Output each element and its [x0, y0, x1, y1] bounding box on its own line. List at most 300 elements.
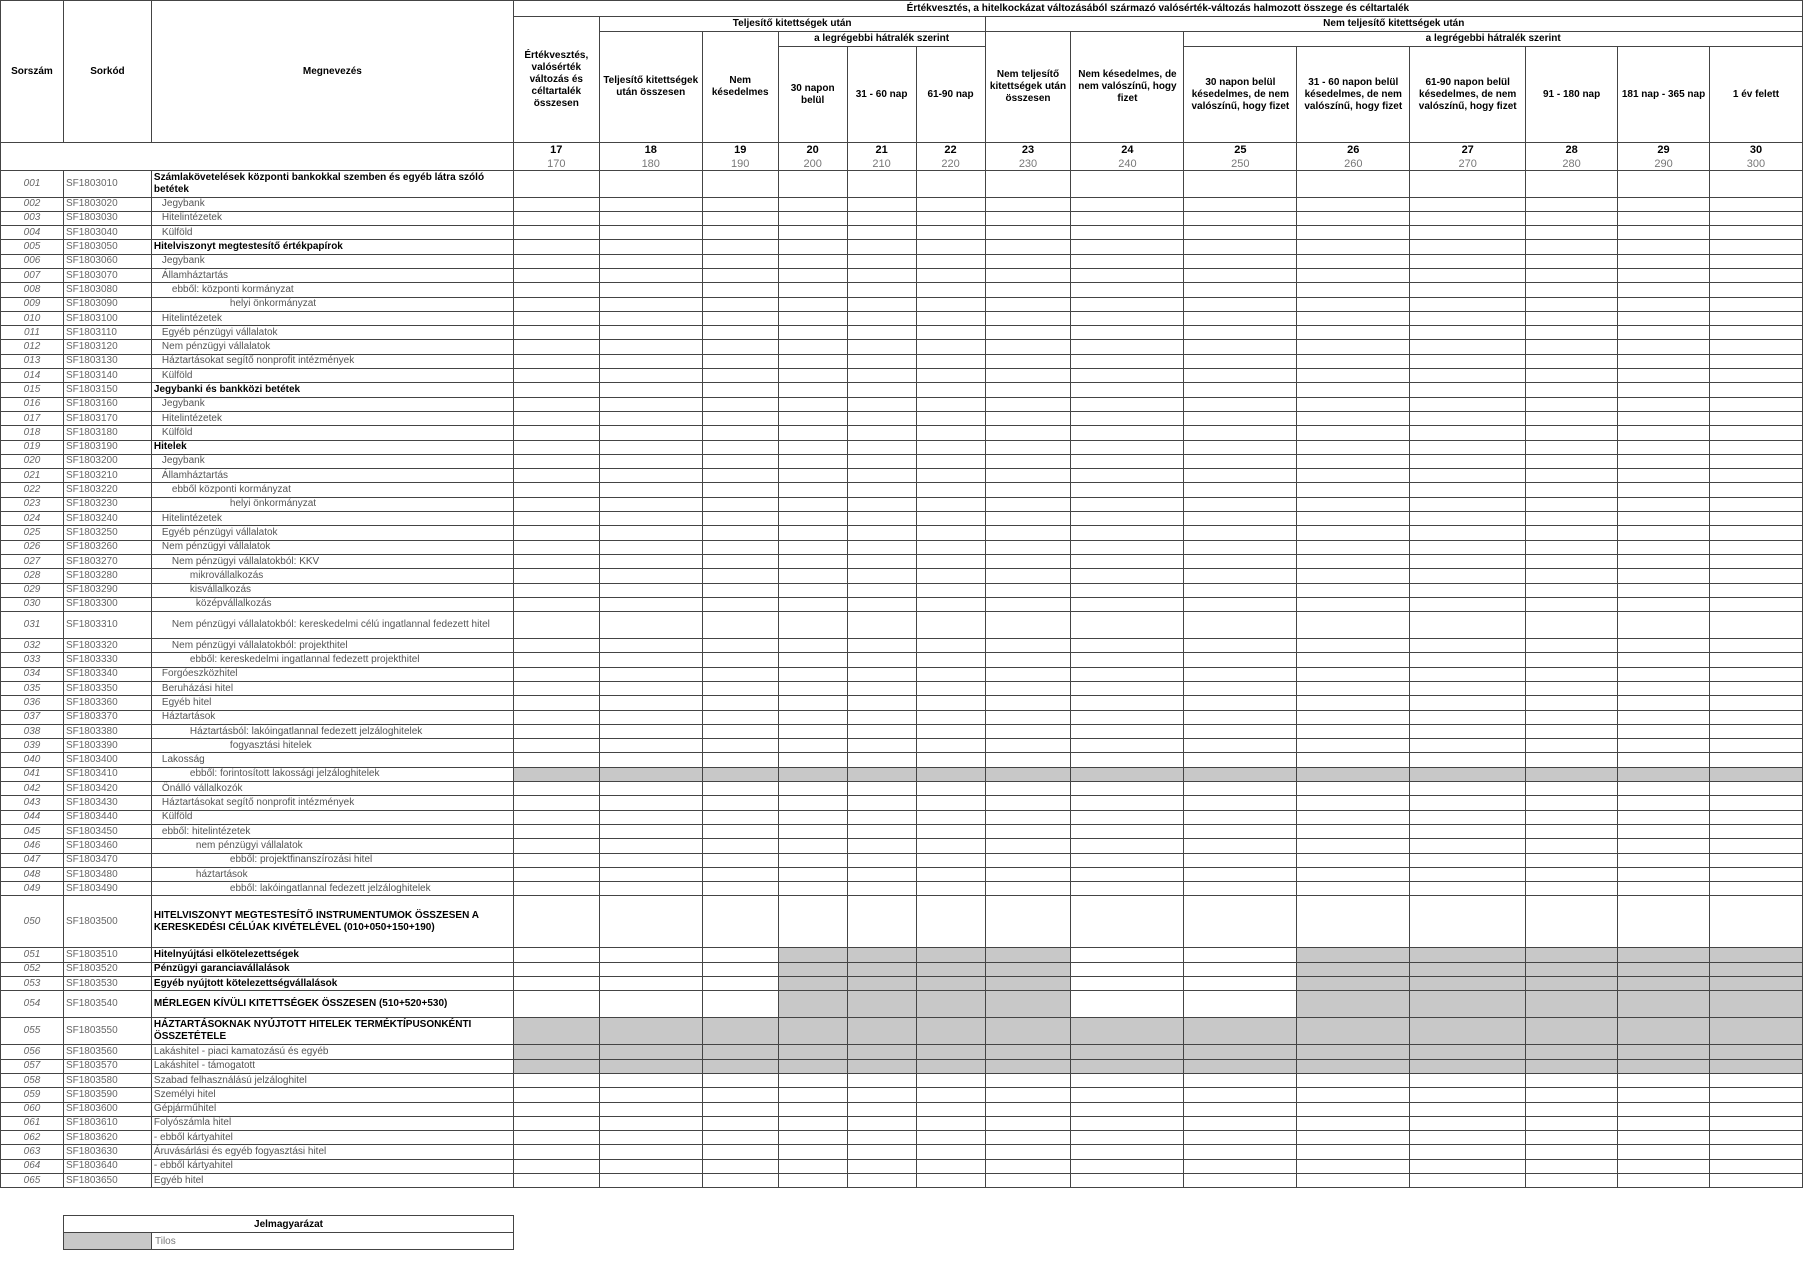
data-cell[interactable] [1526, 440, 1618, 454]
data-cell[interactable] [1071, 283, 1184, 297]
data-cell[interactable] [1184, 696, 1297, 710]
data-cell[interactable] [778, 483, 847, 497]
data-cell[interactable] [778, 497, 847, 511]
data-cell[interactable] [985, 211, 1071, 225]
data-cell[interactable] [778, 1131, 847, 1145]
data-cell[interactable] [847, 540, 916, 554]
data-cell[interactable] [513, 469, 599, 483]
data-cell[interactable] [916, 297, 985, 311]
data-cell[interactable] [1184, 739, 1297, 753]
data-cell[interactable] [513, 948, 599, 962]
data-cell[interactable] [1410, 170, 1526, 197]
data-cell[interactable] [1297, 1159, 1410, 1173]
data-cell[interactable] [599, 739, 702, 753]
data-cell[interactable] [1071, 824, 1184, 838]
data-cell[interactable] [985, 639, 1071, 653]
data-cell[interactable] [1618, 440, 1710, 454]
data-cell[interactable] [513, 369, 599, 383]
data-cell[interactable] [1709, 554, 1802, 568]
data-cell[interactable] [702, 1131, 778, 1145]
data-cell[interactable] [1526, 311, 1618, 325]
data-cell[interactable] [1184, 782, 1297, 796]
data-cell[interactable] [1526, 411, 1618, 425]
data-cell[interactable] [1071, 1073, 1184, 1087]
data-cell[interactable] [985, 1088, 1071, 1102]
data-cell[interactable] [1071, 639, 1184, 653]
data-cell[interactable] [847, 383, 916, 397]
data-cell[interactable] [1410, 526, 1526, 540]
data-cell[interactable] [1184, 569, 1297, 583]
data-cell[interactable] [1709, 1088, 1802, 1102]
data-cell[interactable] [847, 882, 916, 896]
data-cell[interactable] [1709, 583, 1802, 597]
data-cell[interactable] [1410, 810, 1526, 824]
data-cell[interactable] [1618, 369, 1710, 383]
data-cell[interactable] [599, 383, 702, 397]
data-cell[interactable] [1071, 962, 1184, 976]
data-cell[interactable] [778, 753, 847, 767]
data-cell[interactable] [1410, 1102, 1526, 1116]
data-cell[interactable] [1618, 326, 1710, 340]
data-cell[interactable] [1709, 254, 1802, 268]
data-cell[interactable] [599, 483, 702, 497]
data-cell[interactable] [1184, 867, 1297, 881]
data-cell[interactable] [513, 1159, 599, 1173]
data-cell[interactable] [1410, 1145, 1526, 1159]
data-cell[interactable] [1297, 639, 1410, 653]
data-cell[interactable] [1618, 867, 1710, 881]
data-cell[interactable] [985, 469, 1071, 483]
data-cell[interactable] [1410, 497, 1526, 511]
data-cell[interactable] [1709, 311, 1802, 325]
data-cell[interactable] [702, 782, 778, 796]
data-cell[interactable] [513, 411, 599, 425]
data-cell[interactable] [513, 240, 599, 254]
data-cell[interactable] [1709, 354, 1802, 368]
data-cell[interactable] [778, 240, 847, 254]
data-cell[interactable] [778, 1174, 847, 1188]
data-cell[interactable] [599, 639, 702, 653]
data-cell[interactable] [985, 882, 1071, 896]
data-cell[interactable] [778, 226, 847, 240]
data-cell[interactable] [778, 1088, 847, 1102]
data-cell[interactable] [1297, 469, 1410, 483]
data-cell[interactable] [778, 440, 847, 454]
data-cell[interactable] [702, 440, 778, 454]
data-cell[interactable] [1709, 283, 1802, 297]
data-cell[interactable] [1184, 1159, 1297, 1173]
data-cell[interactable] [1297, 739, 1410, 753]
data-cell[interactable] [985, 383, 1071, 397]
data-cell[interactable] [1410, 383, 1526, 397]
data-cell[interactable] [847, 682, 916, 696]
data-cell[interactable] [702, 283, 778, 297]
data-cell[interactable] [1709, 867, 1802, 881]
data-cell[interactable] [1297, 311, 1410, 325]
data-cell[interactable] [778, 354, 847, 368]
data-cell[interactable] [1618, 397, 1710, 411]
data-cell[interactable] [847, 170, 916, 197]
data-cell[interactable] [778, 724, 847, 738]
data-cell[interactable] [1297, 882, 1410, 896]
data-cell[interactable] [513, 583, 599, 597]
data-cell[interactable] [1709, 710, 1802, 724]
data-cell[interactable] [1184, 1116, 1297, 1130]
data-cell[interactable] [1526, 1159, 1618, 1173]
data-cell[interactable] [1184, 583, 1297, 597]
data-cell[interactable] [847, 597, 916, 611]
data-cell[interactable] [1526, 1174, 1618, 1188]
data-cell[interactable] [513, 612, 599, 639]
data-cell[interactable] [1297, 383, 1410, 397]
data-cell[interactable] [847, 1174, 916, 1188]
data-cell[interactable] [1184, 948, 1297, 962]
data-cell[interactable] [1526, 211, 1618, 225]
data-cell[interactable] [1526, 540, 1618, 554]
data-cell[interactable] [847, 724, 916, 738]
data-cell[interactable] [1709, 197, 1802, 211]
data-cell[interactable] [1618, 1145, 1710, 1159]
data-cell[interactable] [778, 197, 847, 211]
data-cell[interactable] [513, 639, 599, 653]
data-cell[interactable] [1410, 639, 1526, 653]
data-cell[interactable] [916, 1159, 985, 1173]
data-cell[interactable] [1709, 483, 1802, 497]
data-cell[interactable] [1071, 369, 1184, 383]
data-cell[interactable] [1410, 597, 1526, 611]
data-cell[interactable] [916, 796, 985, 810]
data-cell[interactable] [916, 724, 985, 738]
data-cell[interactable] [702, 796, 778, 810]
data-cell[interactable] [1184, 540, 1297, 554]
data-cell[interactable] [599, 283, 702, 297]
data-cell[interactable] [1526, 326, 1618, 340]
data-cell[interactable] [1184, 369, 1297, 383]
data-cell[interactable] [513, 540, 599, 554]
data-cell[interactable] [1709, 268, 1802, 282]
data-cell[interactable] [1709, 724, 1802, 738]
data-cell[interactable] [1184, 882, 1297, 896]
data-cell[interactable] [1410, 882, 1526, 896]
data-cell[interactable] [513, 1145, 599, 1159]
data-cell[interactable] [985, 682, 1071, 696]
data-cell[interactable] [702, 326, 778, 340]
data-cell[interactable] [1618, 254, 1710, 268]
data-cell[interactable] [1410, 583, 1526, 597]
data-cell[interactable] [778, 653, 847, 667]
data-cell[interactable] [847, 526, 916, 540]
data-cell[interactable] [702, 297, 778, 311]
data-cell[interactable] [1184, 1102, 1297, 1116]
data-cell[interactable] [1526, 170, 1618, 197]
data-cell[interactable] [847, 612, 916, 639]
data-cell[interactable] [1297, 326, 1410, 340]
data-cell[interactable] [985, 569, 1071, 583]
data-cell[interactable] [1526, 297, 1618, 311]
data-cell[interactable] [1410, 268, 1526, 282]
data-cell[interactable] [702, 197, 778, 211]
data-cell[interactable] [1071, 211, 1184, 225]
data-cell[interactable] [599, 369, 702, 383]
data-cell[interactable] [1410, 696, 1526, 710]
data-cell[interactable] [513, 1116, 599, 1130]
data-cell[interactable] [1184, 1145, 1297, 1159]
data-cell[interactable] [847, 1073, 916, 1087]
data-cell[interactable] [513, 597, 599, 611]
data-cell[interactable] [1297, 1073, 1410, 1087]
data-cell[interactable] [985, 554, 1071, 568]
data-cell[interactable] [1709, 896, 1802, 948]
data-cell[interactable] [1526, 226, 1618, 240]
data-cell[interactable] [916, 211, 985, 225]
data-cell[interactable] [1618, 896, 1710, 948]
data-cell[interactable] [599, 653, 702, 667]
data-cell[interactable] [702, 354, 778, 368]
data-cell[interactable] [985, 540, 1071, 554]
data-cell[interactable] [1618, 297, 1710, 311]
data-cell[interactable] [1297, 226, 1410, 240]
data-cell[interactable] [985, 268, 1071, 282]
data-cell[interactable] [1071, 526, 1184, 540]
data-cell[interactable] [847, 426, 916, 440]
data-cell[interactable] [513, 839, 599, 853]
data-cell[interactable] [1709, 653, 1802, 667]
data-cell[interactable] [916, 1116, 985, 1130]
data-cell[interactable] [916, 1145, 985, 1159]
data-cell[interactable] [847, 810, 916, 824]
data-cell[interactable] [1709, 340, 1802, 354]
data-cell[interactable] [1297, 211, 1410, 225]
data-cell[interactable] [847, 397, 916, 411]
data-cell[interactable] [916, 226, 985, 240]
data-cell[interactable] [916, 882, 985, 896]
data-cell[interactable] [1618, 1116, 1710, 1130]
data-cell[interactable] [702, 1073, 778, 1087]
data-cell[interactable] [513, 554, 599, 568]
data-cell[interactable] [513, 696, 599, 710]
data-cell[interactable] [1526, 483, 1618, 497]
data-cell[interactable] [702, 839, 778, 853]
data-cell[interactable] [1526, 583, 1618, 597]
data-cell[interactable] [1709, 696, 1802, 710]
data-cell[interactable] [1526, 853, 1618, 867]
data-cell[interactable] [1184, 612, 1297, 639]
data-cell[interactable] [847, 824, 916, 838]
data-cell[interactable] [599, 397, 702, 411]
data-cell[interactable] [1526, 810, 1618, 824]
data-cell[interactable] [1410, 824, 1526, 838]
data-cell[interactable] [599, 782, 702, 796]
data-cell[interactable] [778, 326, 847, 340]
data-cell[interactable] [1184, 512, 1297, 526]
data-cell[interactable] [1709, 497, 1802, 511]
data-cell[interactable] [1410, 426, 1526, 440]
data-cell[interactable] [702, 739, 778, 753]
data-cell[interactable] [1618, 1088, 1710, 1102]
data-cell[interactable] [985, 839, 1071, 853]
data-cell[interactable] [599, 469, 702, 483]
data-cell[interactable] [847, 326, 916, 340]
data-cell[interactable] [1071, 867, 1184, 881]
data-cell[interactable] [599, 1102, 702, 1116]
data-cell[interactable] [778, 340, 847, 354]
data-cell[interactable] [599, 597, 702, 611]
data-cell[interactable] [1297, 597, 1410, 611]
data-cell[interactable] [513, 526, 599, 540]
data-cell[interactable] [985, 170, 1071, 197]
data-cell[interactable] [1184, 597, 1297, 611]
data-cell[interactable] [985, 1116, 1071, 1130]
data-cell[interactable] [1071, 311, 1184, 325]
data-cell[interactable] [847, 226, 916, 240]
data-cell[interactable] [847, 1102, 916, 1116]
data-cell[interactable] [1297, 583, 1410, 597]
data-cell[interactable] [778, 853, 847, 867]
data-cell[interactable] [847, 1088, 916, 1102]
data-cell[interactable] [985, 896, 1071, 948]
data-cell[interactable] [513, 796, 599, 810]
data-cell[interactable] [1297, 1174, 1410, 1188]
data-cell[interactable] [1071, 597, 1184, 611]
data-cell[interactable] [1410, 896, 1526, 948]
data-cell[interactable] [985, 397, 1071, 411]
data-cell[interactable] [599, 426, 702, 440]
data-cell[interactable] [1184, 340, 1297, 354]
data-cell[interactable] [1526, 369, 1618, 383]
data-cell[interactable] [1526, 724, 1618, 738]
data-cell[interactable] [1410, 1174, 1526, 1188]
data-cell[interactable] [985, 1174, 1071, 1188]
data-cell[interactable] [1618, 824, 1710, 838]
data-cell[interactable] [1297, 454, 1410, 468]
data-cell[interactable] [1071, 197, 1184, 211]
data-cell[interactable] [985, 497, 1071, 511]
data-cell[interactable] [702, 340, 778, 354]
data-cell[interactable] [1618, 283, 1710, 297]
data-cell[interactable] [513, 667, 599, 681]
data-cell[interactable] [599, 753, 702, 767]
data-cell[interactable] [1184, 639, 1297, 653]
data-cell[interactable] [1618, 411, 1710, 425]
data-cell[interactable] [513, 1131, 599, 1145]
data-cell[interactable] [1297, 682, 1410, 696]
data-cell[interactable] [1526, 739, 1618, 753]
data-cell[interactable] [599, 311, 702, 325]
data-cell[interactable] [1297, 440, 1410, 454]
data-cell[interactable] [1184, 254, 1297, 268]
data-cell[interactable] [1526, 1131, 1618, 1145]
data-cell[interactable] [778, 469, 847, 483]
data-cell[interactable] [513, 682, 599, 696]
data-cell[interactable] [778, 254, 847, 268]
data-cell[interactable] [702, 612, 778, 639]
data-cell[interactable] [1526, 839, 1618, 853]
data-cell[interactable] [1410, 1159, 1526, 1173]
data-cell[interactable] [1618, 612, 1710, 639]
data-cell[interactable] [1410, 796, 1526, 810]
data-cell[interactable] [1618, 170, 1710, 197]
data-cell[interactable] [1297, 411, 1410, 425]
data-cell[interactable] [916, 1088, 985, 1102]
data-cell[interactable] [916, 583, 985, 597]
data-cell[interactable] [1071, 383, 1184, 397]
data-cell[interactable] [1709, 1116, 1802, 1130]
data-cell[interactable] [1709, 170, 1802, 197]
data-cell[interactable] [599, 796, 702, 810]
data-cell[interactable] [1618, 810, 1710, 824]
data-cell[interactable] [916, 354, 985, 368]
data-cell[interactable] [916, 853, 985, 867]
data-cell[interactable] [1184, 170, 1297, 197]
data-cell[interactable] [1297, 497, 1410, 511]
data-cell[interactable] [1526, 882, 1618, 896]
data-cell[interactable] [778, 397, 847, 411]
data-cell[interactable] [916, 639, 985, 653]
data-cell[interactable] [1526, 682, 1618, 696]
data-cell[interactable] [1297, 569, 1410, 583]
data-cell[interactable] [702, 497, 778, 511]
data-cell[interactable] [1709, 810, 1802, 824]
data-cell[interactable] [1184, 977, 1297, 991]
data-cell[interactable] [1297, 782, 1410, 796]
data-cell[interactable] [1184, 710, 1297, 724]
data-cell[interactable] [985, 340, 1071, 354]
data-cell[interactable] [916, 710, 985, 724]
data-cell[interactable] [847, 1116, 916, 1130]
data-cell[interactable] [778, 526, 847, 540]
data-cell[interactable] [1709, 1145, 1802, 1159]
data-cell[interactable] [985, 1145, 1071, 1159]
data-cell[interactable] [1410, 469, 1526, 483]
data-cell[interactable] [985, 696, 1071, 710]
data-cell[interactable] [778, 411, 847, 425]
data-cell[interactable] [513, 569, 599, 583]
data-cell[interactable] [1071, 796, 1184, 810]
data-cell[interactable] [702, 226, 778, 240]
data-cell[interactable] [1410, 867, 1526, 881]
data-cell[interactable] [1184, 469, 1297, 483]
data-cell[interactable] [1410, 354, 1526, 368]
data-cell[interactable] [1410, 753, 1526, 767]
data-cell[interactable] [1184, 724, 1297, 738]
data-cell[interactable] [847, 483, 916, 497]
data-cell[interactable] [1526, 526, 1618, 540]
data-cell[interactable] [778, 426, 847, 440]
data-cell[interactable] [1297, 540, 1410, 554]
data-cell[interactable] [1410, 297, 1526, 311]
data-cell[interactable] [513, 311, 599, 325]
data-cell[interactable] [702, 411, 778, 425]
data-cell[interactable] [513, 354, 599, 368]
data-cell[interactable] [1297, 369, 1410, 383]
data-cell[interactable] [985, 739, 1071, 753]
data-cell[interactable] [1184, 896, 1297, 948]
data-cell[interactable] [1410, 483, 1526, 497]
data-cell[interactable] [916, 1102, 985, 1116]
data-cell[interactable] [1297, 340, 1410, 354]
data-cell[interactable] [1410, 454, 1526, 468]
data-cell[interactable] [1618, 796, 1710, 810]
data-cell[interactable] [513, 340, 599, 354]
data-cell[interactable] [1709, 796, 1802, 810]
data-cell[interactable] [1297, 526, 1410, 540]
data-cell[interactable] [847, 297, 916, 311]
data-cell[interactable] [847, 753, 916, 767]
data-cell[interactable] [916, 497, 985, 511]
data-cell[interactable] [1297, 1116, 1410, 1130]
data-cell[interactable] [1184, 962, 1297, 976]
data-cell[interactable] [778, 882, 847, 896]
